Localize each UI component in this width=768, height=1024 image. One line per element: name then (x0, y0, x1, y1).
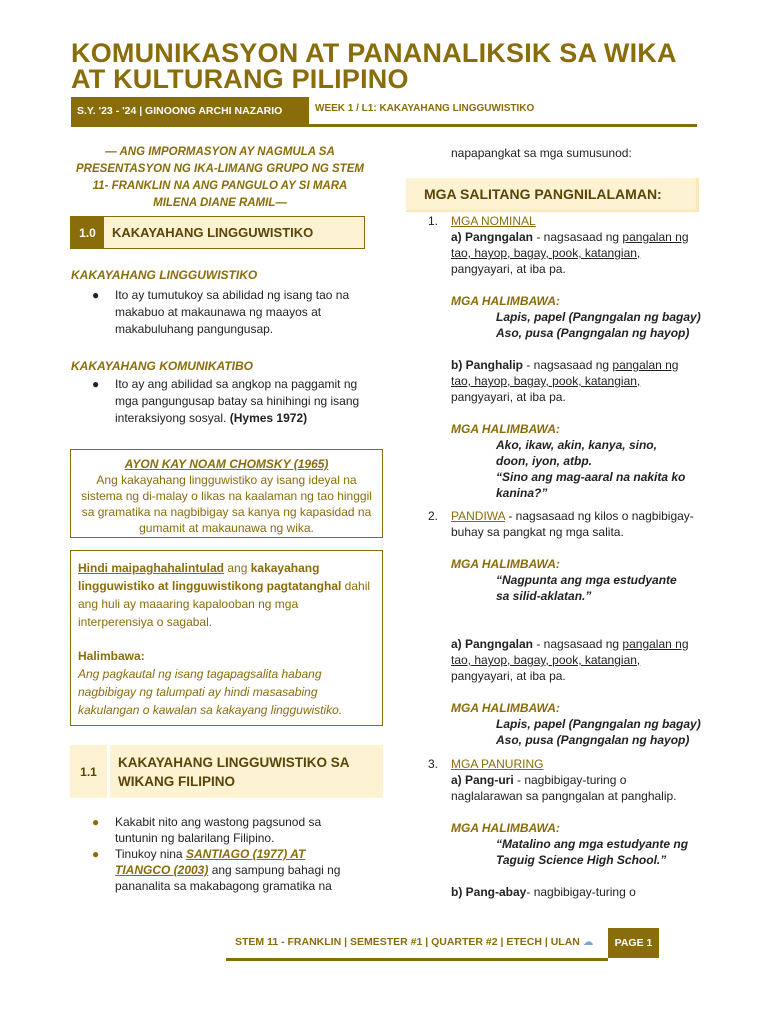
list-number-2: 2. (428, 509, 439, 523)
nominal-block: MGA NOMINAL a) Pangngalan - nagsasaad ng pangalan ng tao, hayop, bagay, pook, katangian, pangyayari, at iba pa. MGA HALIMBAWA: Lapis, papel (Pangngalan ng bagay) Aso, pusa (Pangngalan ng hayop) b) Panghalip - nagsasaad ng pangalan ng tao, hayop, bagay, pook, katangian, pangyayari, at iba pa. MGA HALIMBAWA: Ako, ikaw, akin, kanya, sino, doon, iyon, atbp. “Sino ang mag-aaral na nakita ko kanina?” (451, 214, 701, 500)
section-number: 1.0 (71, 217, 104, 248)
footer-text: STEM 11 - FRANKLIN | SEMESTER #1 | QUARTER #2 | ETECH | ULAN ☁ (235, 936, 594, 948)
santiago-tiangco-link[interactable]: SANTIAGO (1977) AT TIANGCO (2003) (115, 847, 306, 877)
title-line-2: AT KULTURANG PILIPINO (71, 64, 409, 94)
hindi-paragraph: Hindi maipaghahalintulad ang kakayahang lingguwistiko at lingguwistikong pagtatanghal dahil ang huli ay maaaring kapalooban ng mga interperensiya o sagabal. (78, 561, 371, 629)
section-1-0-heading (70, 216, 365, 249)
chomsky-body: Ang kakayahang lingguwistiko ay isang ideyal na sistema ng di-malay o likas na kaalaman ng tao hinggil sa gramatika na nagbibigay sa kanya ng kapasidad na gumamit at makaunawa ng wika. (81, 473, 372, 535)
bullet-icon: ● (92, 288, 100, 302)
list-number-3: 3. (428, 757, 439, 771)
section-label: KAKAYAHANG LINGGUWISTIKO (104, 217, 364, 248)
page-number-badge: PAGE 1 (608, 928, 659, 958)
bullet-icon: ● (92, 377, 100, 391)
section-label: KAKAYAHANG LINGGUWISTIKO SA WIKANG FILIPINO (110, 745, 383, 798)
footer-rule (226, 958, 608, 961)
title-line-1: KOMUNIKASYON AT PANANALIKSIK SA WIKA (71, 38, 677, 68)
halimbawa-body: Ang pagkautal ng isang tagapagsalita habang nagbibigay ng talumpati ay hindi masasabing kakulangan o kawalan sa kakayang lingguwistiko. (78, 667, 343, 717)
section-1-1-heading (70, 745, 383, 798)
week-label: WEEK 1 / L1: KAKAYAHANG LINGGUWISTIKO (315, 103, 535, 114)
bullet-icon: ● (92, 847, 100, 861)
hindi-note-box (70, 550, 383, 726)
nominal-title: MGA NOMINAL (451, 214, 536, 228)
chomsky-title: AYON KAY NOAM CHOMSKY (1965) (124, 457, 329, 471)
pandiwa-block: PANDIWA - nagsasaad ng kilos o nagbibigay-buhay sa pangkat ng mga salita. MGA HALIMBAWA: “Nagpunta ang mga estudyante sa silid-aklatan.” a) Pangngalan - nagsasaad ng pangalan ng tao, hayop, bagay, pook, katangian, pangyayari, at iba pa. MGA HALIMBAWA: Lapis, papel (Pangngalan ng bagay) Aso, pusa (Pangngalan ng hayop) (451, 509, 701, 747)
halimbawa-label: Halimbawa: (78, 649, 145, 663)
kakayahang-lingguwistiko-heading: KAKAYAHANG LINGGUWISTIKO (71, 268, 258, 282)
mga-salitang-heading: MGA SALITANG PANGNILALAMAN: (406, 178, 699, 212)
credit-note: — ANG IMPORMASYON AY NAGMULA SA PRESENTASYON NG IKA-LIMANG GRUPO NG STEM 11- FRANKLIN NA ANG PANGULO AY SI MARA MILENA DIANE RAMIL— (76, 146, 364, 209)
header-rule (71, 124, 697, 127)
kakayahang-komunikatibo-heading: KAKAYAHANG KOMUNIKATIBO (71, 359, 253, 373)
list-item: ● Ito ay ang abilidad sa angkop na paggamit ng mga pangungusap batay sa hinihingi ng isang interaksiyong sosyal. (Hymes 1972) (92, 377, 360, 425)
bullet-icon: ● (92, 815, 100, 829)
school-year-bar: S.Y. '23 - '24 | GINOONG ARCHI NAZARIO (71, 97, 309, 125)
list-item: ● Tinukoy nina SANTIAGO (1977) AT TIANGCO (2003) ang sampung bahagi ng pananalita sa makabagong gramatika na (92, 847, 341, 893)
document-title (71, 40, 711, 92)
section-number: 1.1 (70, 745, 107, 798)
list-number-1: 1. (428, 214, 439, 228)
chomsky-quote-box (70, 449, 383, 538)
continuation-text: napapangkat sa mga sumusunod: (451, 146, 632, 160)
panuring-block: MGA PANURING a) Pang-uri - nagbibigay-turing o naglalarawan sa pangngalan at panghalip. MGA HALIMBAWA: “Matalino ang mga estudyante ng Taguig Science High School.” b) Pang-abay- nagbibigay-turing o (451, 757, 689, 899)
list-item: ● Ito ay tumutukoy sa abilidad ng isang tao na makabuo at makaunawa ng maayos at makabuluhang pangungusap. (92, 288, 350, 336)
rain-cloud-icon: ☁ (582, 936, 594, 948)
list-item: ● Kakabit nito ang wastong pagsunod sa tuntunin ng balarilang Filipino. (92, 815, 322, 845)
